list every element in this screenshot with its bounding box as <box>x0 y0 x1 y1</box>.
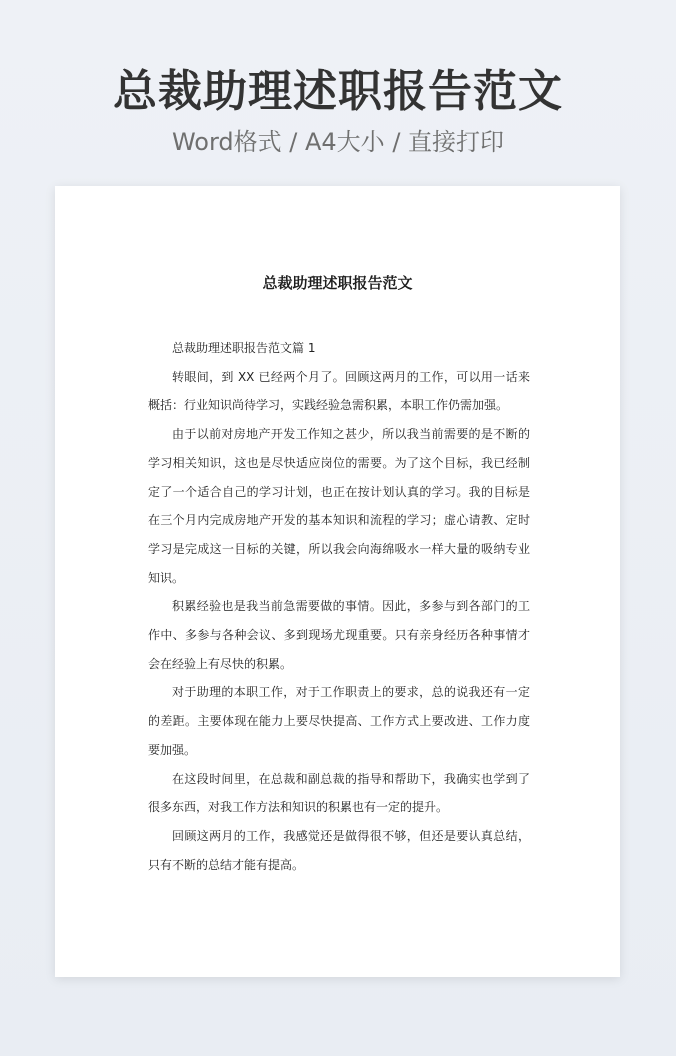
document-paragraph: 转眼间，到 XX 已经两个月了。回顾这两月的工作，可以用一话来概括：行业知识尚待学习，实践经验急需积累，本职工作仍需加强。 <box>148 369 530 413</box>
document-title: 总裁助理述职报告范文 <box>262 274 413 292</box>
document-paragraph-heading: 总裁助理述职报告范文篇 1 <box>172 341 316 355</box>
document-paragraph: 在这段时间里，在总裁和副总裁的指导和帮助下，我确实也学到了很多东西，对我工作方法和知识的积累也有一定的提升。 <box>148 771 530 815</box>
document-paragraph: 由于以前对房地产开发工作知之甚少，所以我当前需要的是不断的学习相关知识，这也是尽快适应岗位的需要。为了这个目标，我已经制定了一个适合自己的学习计划，也正在按计划认真的学习。我的目标是在三个月内完成房地产开发的基本知识和流程的学习；虚心请教、定时学习是完成这一目标的关键，所以我会向海绵吸水一样大量的吸纳专业知识。 <box>148 427 530 585</box>
document-paragraph: 对于助理的本职工作，对于工作职责上的要求，总的说我还有一定的差距。主要体现在能力上要尽快提高、工作方式上要改进、工作力度要加强。 <box>148 685 530 757</box>
banner-title: 总裁助理述职报告范文 <box>113 66 563 117</box>
document-paragraph: 积累经验也是我当前急需要做的事情。因此，多参与到各部门的工作中、多参与各种会议、多到现场尤现重要。只有亲身经历各种事情才会在经验上有尽快的积累。 <box>148 599 530 671</box>
banner-subtitle: Word格式 / A4大小 / 直接打印 <box>171 128 505 156</box>
document-body <box>148 334 530 879</box>
document-page <box>55 186 620 977</box>
document-paragraph: 回顾这两月的工作，我感觉还是做得很不够，但还是要认真总结，只有不断的总结才能有提高。 <box>148 828 530 872</box>
banner-header <box>0 60 676 158</box>
